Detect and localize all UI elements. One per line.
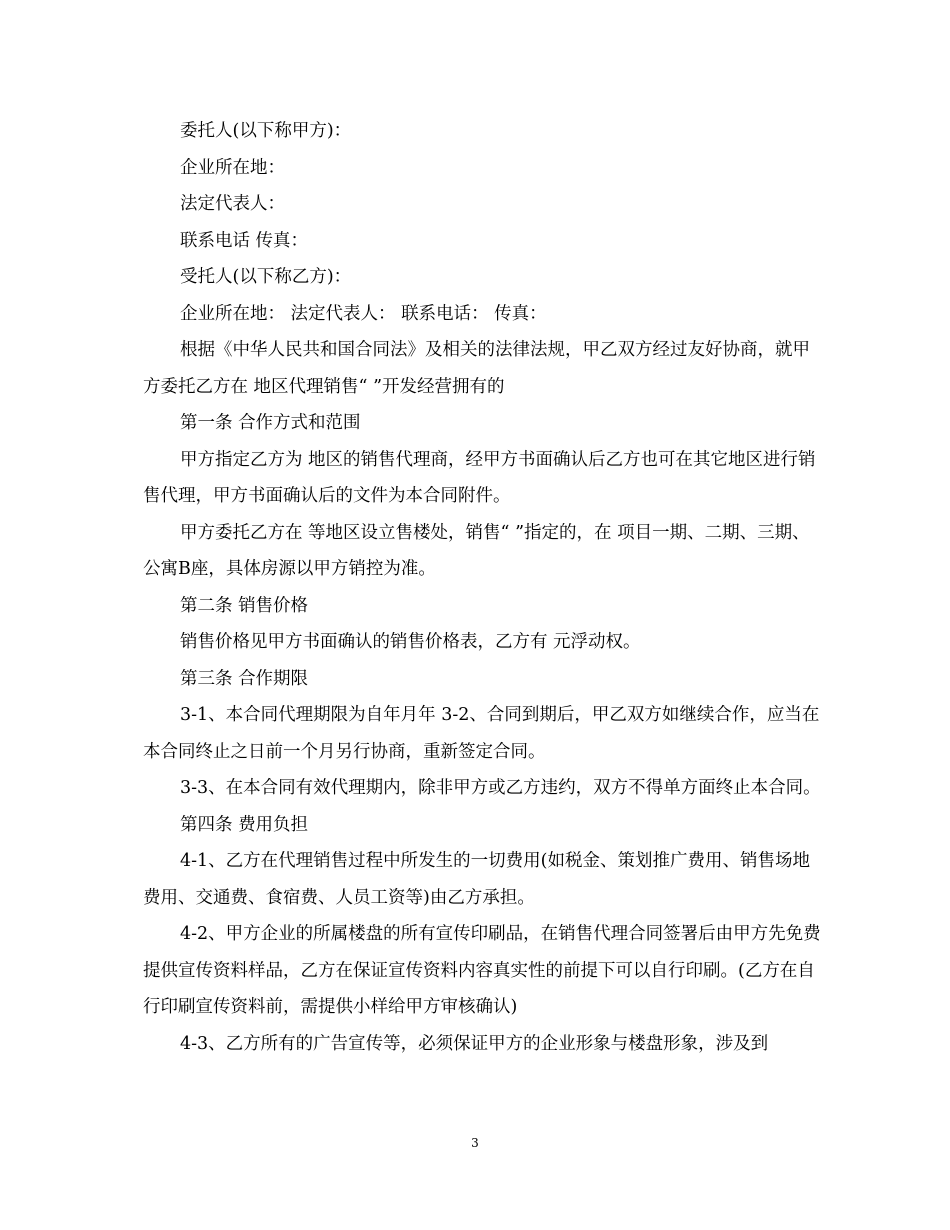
article-2-paragraph: 销售价格见甲方书面确认的销售价格表，乙方有 元浮动权。	[180, 632, 641, 652]
article-2-heading: 第二条 销售价格	[180, 595, 309, 616]
party-b-details: 企业所在地： 法定代表人： 联系电话： 传真：	[180, 303, 547, 324]
clause-3-3: 3-3、在本合同有效代理期内，除非甲方或乙方违约，双方不得单方面终止本合同。	[180, 778, 821, 798]
party-a-contact: 联系电话 传真：	[180, 230, 309, 251]
document-body	[143, 113, 823, 1062]
party-a-heading: 委托人(以下称甲方)：	[180, 121, 352, 141]
party-a-address: 企业所在地：	[180, 157, 285, 178]
article-4-heading: 第四条 费用负担	[180, 814, 309, 835]
article-1-heading: 第一条 合作方式和范围	[180, 413, 361, 433]
article-3-heading: 第三条 合作期限	[180, 668, 309, 689]
article-1-paragraph-1: 甲方指定乙方为 地区的销售代理商，经甲方书面确认后乙方也可在其它地区进行销售代理，甲方书面确认后的文件为本合同附件。	[143, 449, 816, 506]
article-1-paragraph-2: 甲方委托乙方在 等地区设立售楼处，销售“ ”指定的，在 项目一期、二期、三期、公寓B座，具体房源以甲方销控为准。	[143, 522, 810, 579]
party-a-representative: 法定代表人：	[180, 194, 285, 214]
clause-4-1: 4-1、乙方在代理销售过程中所发生的一切费用(如税金、策划推广费用、销售场地费用、交通费、食宿费、人员工资等)由乙方承担。	[143, 851, 811, 908]
clause-4-2: 4-2、甲方企业的所属楼盘的所有宣传印刷品，在销售代理合同签署后由甲方先免费提供宣传资料样品，乙方在保证宣传资料内容真实性的前提下可以自行印刷。(乙方在自行印刷宣传资料前，需提供小样给甲方审核确认)	[143, 924, 821, 1017]
party-b-heading: 受托人(以下称乙方)：	[180, 267, 352, 287]
page-number: 3	[471, 1136, 479, 1150]
clause-4-3: 4-3、乙方所有的广告宣传等，必须保证甲方的企业形象与楼盘形象，涉及到	[180, 1033, 769, 1054]
clause-3-1: 3-1、本合同代理期限为自年月年 3-2、合同到期后，甲乙双方如继续合作，应当在本合同终止之日前一个月另行协商，重新签定合同。	[143, 705, 820, 762]
preamble-paragraph: 根据《中华人民共和国合同法》及相关的法律法规，甲乙双方经过友好协商，就甲方委托乙方在 地区代理销售“ ”开发经营拥有的	[143, 340, 810, 397]
